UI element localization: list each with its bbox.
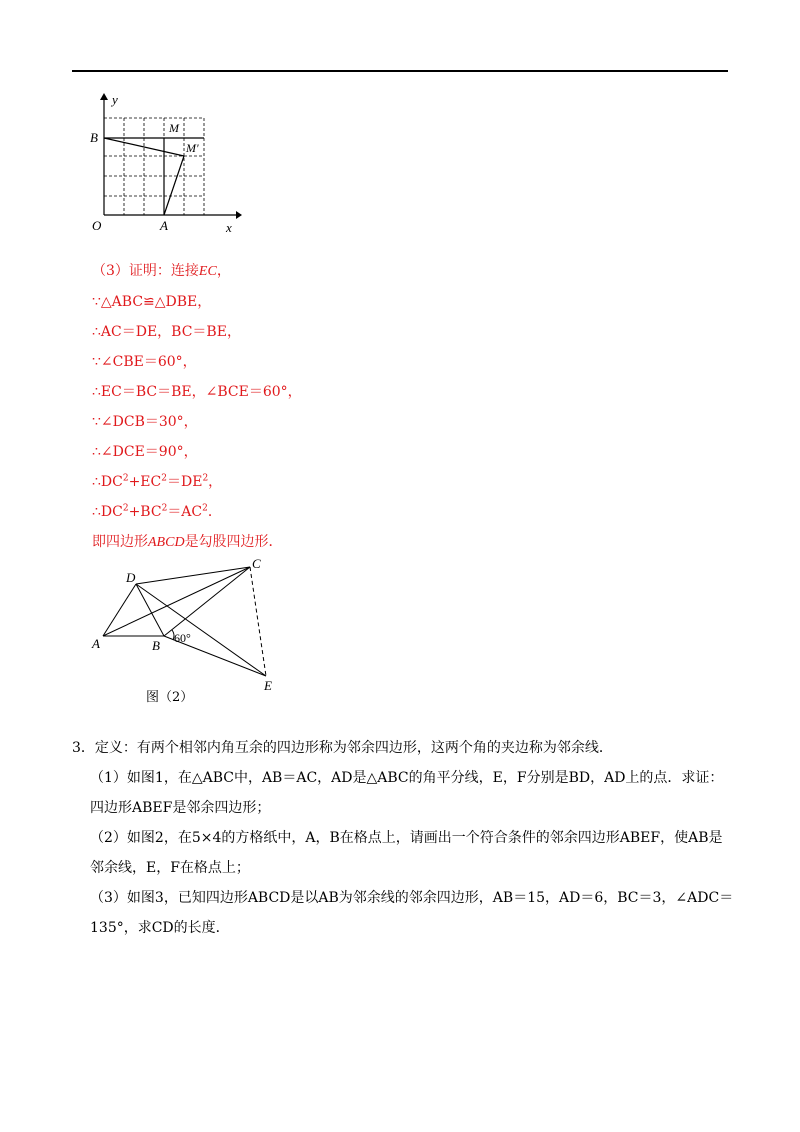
proof-line-3: ∴AC＝DE，BC＝BE， bbox=[92, 324, 241, 340]
proof-line-1: （3）证明：连接EC， bbox=[92, 263, 231, 279]
question-line-2: （1）如图1，在△ABC中，AB＝AC，AD是△ABC的角平分线，E，F分别是BD，AD上的点．求证： bbox=[90, 770, 724, 786]
header-rule bbox=[72, 70, 728, 72]
fig2-label-c: C bbox=[252, 556, 261, 571]
question-line-1: 3．定义：有两个相邻内角互余的四边形称为邻余四边形，这两个角的夹边称为邻余线． bbox=[72, 740, 613, 756]
coordinate-grid-figure bbox=[86, 90, 246, 240]
quadrilateral-figure bbox=[88, 554, 288, 704]
label-m: M bbox=[169, 121, 179, 135]
fig2-label-a: A bbox=[92, 636, 100, 651]
question-line-3: 四边形ABEF是邻余四边形； bbox=[90, 800, 271, 816]
proof-block bbox=[92, 256, 302, 558]
fig2-angle-label: 60° bbox=[174, 631, 191, 645]
fig2-label-e: E bbox=[264, 678, 272, 693]
question-line-6: （3）如图3，已知四边形ABCD是以AB为邻余线的邻余四边形，AB＝15，AD＝6，BC＝3，∠ADC＝ bbox=[90, 890, 734, 906]
label-a: A bbox=[160, 218, 168, 233]
fig2-label-d: D bbox=[126, 570, 136, 585]
label-x: x bbox=[226, 220, 232, 235]
label-o: O bbox=[92, 218, 102, 233]
question-3 bbox=[72, 733, 732, 943]
proof-line-8: $\therefore DC^2+EC^2=DE^2$， bbox=[92, 473, 223, 490]
proof-line-7: ∴∠DCE＝90°， bbox=[92, 444, 198, 460]
label-y: y bbox=[112, 92, 118, 107]
question-line-7: 135°，求CD的长度． bbox=[90, 920, 230, 936]
label-b: B bbox=[90, 130, 98, 145]
proof-line-9: $\therefore DC^2+BC^2=AC^2$． bbox=[92, 503, 222, 520]
proof-line-6: ∵∠DCB＝30°， bbox=[92, 414, 198, 430]
proof-line-2: ∵△ABC≌△DBE， bbox=[92, 294, 212, 310]
fig2-caption: 图（2） bbox=[146, 690, 194, 705]
question-line-5: 邻余线，E，F在格点上； bbox=[90, 860, 250, 876]
fig2-label-b: B bbox=[152, 638, 160, 653]
proof-conclusion: 即四边形ABCD是勾股四边形． bbox=[92, 534, 283, 550]
question-line-4: （2）如图2，在5×4的方格纸中，A，B在格点上，请画出一个符合条件的邻余四边形ABEF，使AB是 bbox=[90, 830, 723, 846]
proof-line-5: ∴EC＝BC＝BE，∠BCE＝60°， bbox=[92, 384, 302, 400]
label-m-prime: M' bbox=[186, 141, 199, 155]
proof-line-4: ∵∠CBE＝60°， bbox=[92, 354, 197, 370]
